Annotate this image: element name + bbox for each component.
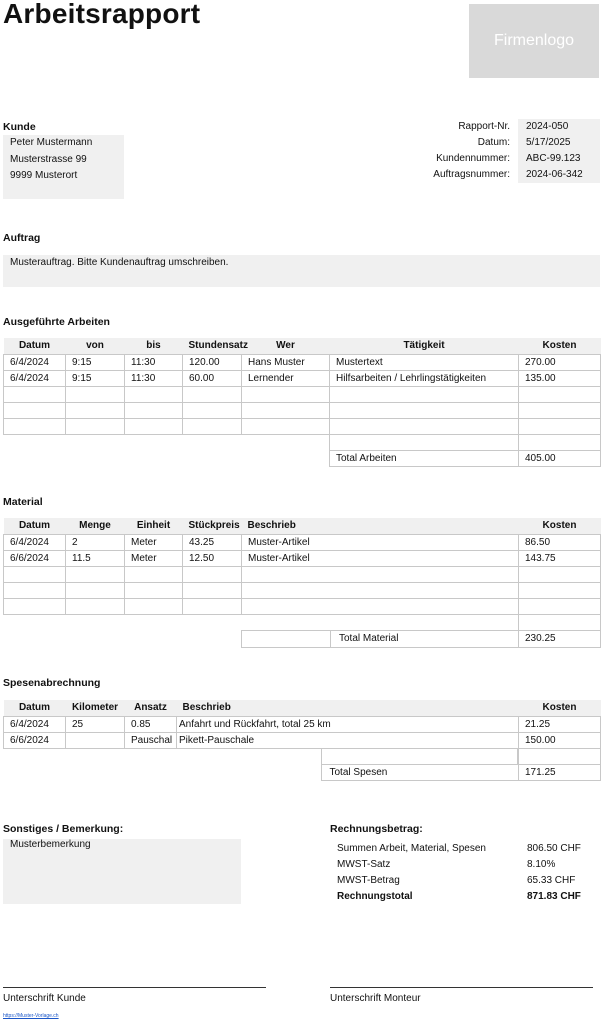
material-cell: 86.50 (519, 534, 601, 550)
material-cell: 43.25 (183, 534, 242, 550)
material-col-unit: Einheit (125, 518, 183, 534)
order-heading: Auftrag (3, 232, 41, 244)
customer-address-box (3, 135, 124, 199)
invoice-label-subtotal: Summen Arbeit, Material, Spesen (337, 843, 486, 854)
material-cell: 6/4/2024 (4, 534, 66, 550)
meta-value-report-nr: 2024-050 (518, 119, 600, 135)
work-cell: 6/4/2024 (4, 370, 66, 386)
table-row (4, 550, 601, 566)
company-logo: Firmenlogo (469, 4, 599, 78)
work-cell: 270.00 (519, 354, 601, 370)
material-cell: Meter (125, 550, 183, 566)
expenses-col-km: Kilometer (66, 700, 125, 716)
material-total-row (4, 630, 601, 647)
work-col-who: Wer (242, 338, 330, 354)
invoice-value-subtotal: 806.50 CHF (527, 843, 581, 854)
meta-value-order-nr: 2024-06-342 (518, 167, 600, 183)
meta-label-report-nr: Rapport-Nr. (458, 121, 510, 132)
material-cell: 143.75 (519, 550, 601, 566)
meta-value-customer-nr: ABC-99.123 (518, 151, 600, 167)
customer-name: Peter Mustermann (10, 137, 93, 148)
signature-line-technician (330, 987, 593, 988)
signature-label-customer: Unterschrift Kunde (3, 993, 86, 1004)
invoice-label-total: Rechnungstotal (337, 891, 413, 902)
order-text: Musterauftrag. Bitte Kundenauftrag umschreiben. (10, 257, 229, 268)
expenses-col-description: Beschrieb (177, 700, 519, 716)
expenses-cell: 6/4/2024 (4, 716, 66, 732)
expenses-heading: Spesenabrechnung (3, 677, 101, 689)
work-cell: 11:30 (125, 370, 183, 386)
work-col-activity: Tätigkeit (330, 338, 519, 354)
table-row-empty (4, 434, 601, 450)
table-row-empty (4, 582, 601, 598)
invoice-value-total: 871.83 CHF (527, 891, 581, 902)
table-row-empty (4, 598, 601, 614)
expenses-total-label: Total Spesen (321, 765, 519, 781)
page-title: Arbeitsrapport (3, 0, 201, 29)
material-heading: Material (3, 496, 43, 508)
table-row-empty (4, 402, 601, 418)
material-cell: 12.50 (183, 550, 242, 566)
material-cell: 6/6/2024 (4, 550, 66, 566)
meta-label-date: Datum: (477, 137, 510, 148)
material-cell: 2 (66, 534, 125, 550)
work-col-rate: Stundensatz (183, 338, 242, 354)
work-total-label: Total Arbeiten (330, 450, 519, 466)
expenses-total-value: 171.25 (519, 765, 601, 781)
work-cell: Lernender (242, 370, 330, 386)
work-cell: Hilfsarbeiten / Lehrlingstätigkeiten (330, 370, 519, 386)
remarks-box (3, 839, 241, 904)
material-total-label: Total Material (330, 631, 518, 647)
expenses-col-rate: Ansatz (125, 700, 177, 716)
expenses-cell: Pauschal (125, 732, 177, 748)
material-cell: Muster-Artikel (242, 534, 519, 550)
work-cell: 135.00 (519, 370, 601, 386)
material-col-description: Beschrieb (242, 518, 519, 534)
work-cell: 9:15 (66, 354, 125, 370)
expenses-cell: 21.25 (519, 716, 601, 732)
table-row-empty (4, 386, 601, 402)
expenses-cell: 25 (66, 716, 125, 732)
work-total-row (4, 450, 601, 466)
material-col-qty: Menge (66, 518, 125, 534)
meta-label-order-nr: Auftragsnummer: (433, 169, 510, 180)
meta-value-date: 5/17/2025 (518, 135, 600, 151)
material-col-unit-price: Stückpreis (183, 518, 242, 534)
order-text-box (3, 255, 600, 287)
invoice-heading: Rechnungsbetrag: (330, 823, 423, 835)
table-row-empty (4, 566, 601, 582)
table-row (4, 732, 601, 748)
material-col-date: Datum (4, 518, 66, 534)
expenses-cell (66, 732, 125, 748)
invoice-value-vat-amount: 65.33 CHF (527, 875, 576, 886)
expenses-table (3, 700, 601, 781)
expenses-cell: Anfahrt und Rückfahrt, total 25 km (177, 716, 519, 732)
meta-label-customer-nr: Kundennummer: (436, 153, 510, 164)
material-table (3, 518, 601, 648)
customer-street: Musterstrasse 99 (10, 154, 87, 165)
expenses-cell: 0.85 (125, 716, 177, 732)
signature-label-technician: Unterschrift Monteur (330, 993, 421, 1004)
expenses-cell: 6/6/2024 (4, 732, 66, 748)
remarks-heading: Sonstiges / Bemerkung: (3, 823, 124, 835)
customer-heading: Kunde (3, 121, 36, 133)
invoice-label-vat-amount: MWST-Betrag (337, 875, 400, 886)
work-col-to: bis (125, 338, 183, 354)
table-row (4, 354, 601, 370)
expenses-col-date: Datum (4, 700, 66, 716)
remarks-text: Musterbemerkung (10, 839, 91, 850)
material-col-cost: Kosten (519, 518, 601, 534)
work-cell: 120.00 (183, 354, 242, 370)
table-row-empty (4, 614, 601, 630)
expenses-total-row (4, 765, 601, 781)
footer-link[interactable]: https://Muster-Vorlage.ch (3, 1013, 59, 1019)
table-row (4, 534, 601, 550)
material-cell: Muster-Artikel (242, 550, 519, 566)
invoice-label-vat-rate: MWST-Satz (337, 859, 391, 870)
work-cell: Hans Muster (242, 354, 330, 370)
work-heading: Ausgeführte Arbeiten (3, 316, 110, 328)
work-cell: 9:15 (66, 370, 125, 386)
material-cell: Meter (125, 534, 183, 550)
work-cell: 60.00 (183, 370, 242, 386)
work-cell: 6/4/2024 (4, 354, 66, 370)
signature-line-customer (3, 987, 266, 988)
expenses-cell: Pikett-Pauschale (177, 732, 519, 748)
table-row (4, 716, 601, 732)
work-col-from: von (66, 338, 125, 354)
work-total-value: 405.00 (519, 450, 601, 466)
table-row-empty (4, 748, 601, 765)
material-total-value: 230.25 (519, 630, 601, 647)
table-row (4, 370, 601, 386)
customer-city: 9999 Musterort (10, 170, 78, 181)
expenses-cell: 150.00 (519, 732, 601, 748)
expenses-col-cost: Kosten (519, 700, 601, 716)
work-table (3, 338, 601, 467)
work-cell: Mustertext (330, 354, 519, 370)
material-cell: 11.5 (66, 550, 125, 566)
work-col-date: Datum (4, 338, 66, 354)
work-cell: 11:30 (125, 354, 183, 370)
invoice-value-vat-rate: 8.10% (527, 859, 556, 870)
work-col-cost: Kosten (519, 338, 601, 354)
table-row-empty (4, 418, 601, 434)
